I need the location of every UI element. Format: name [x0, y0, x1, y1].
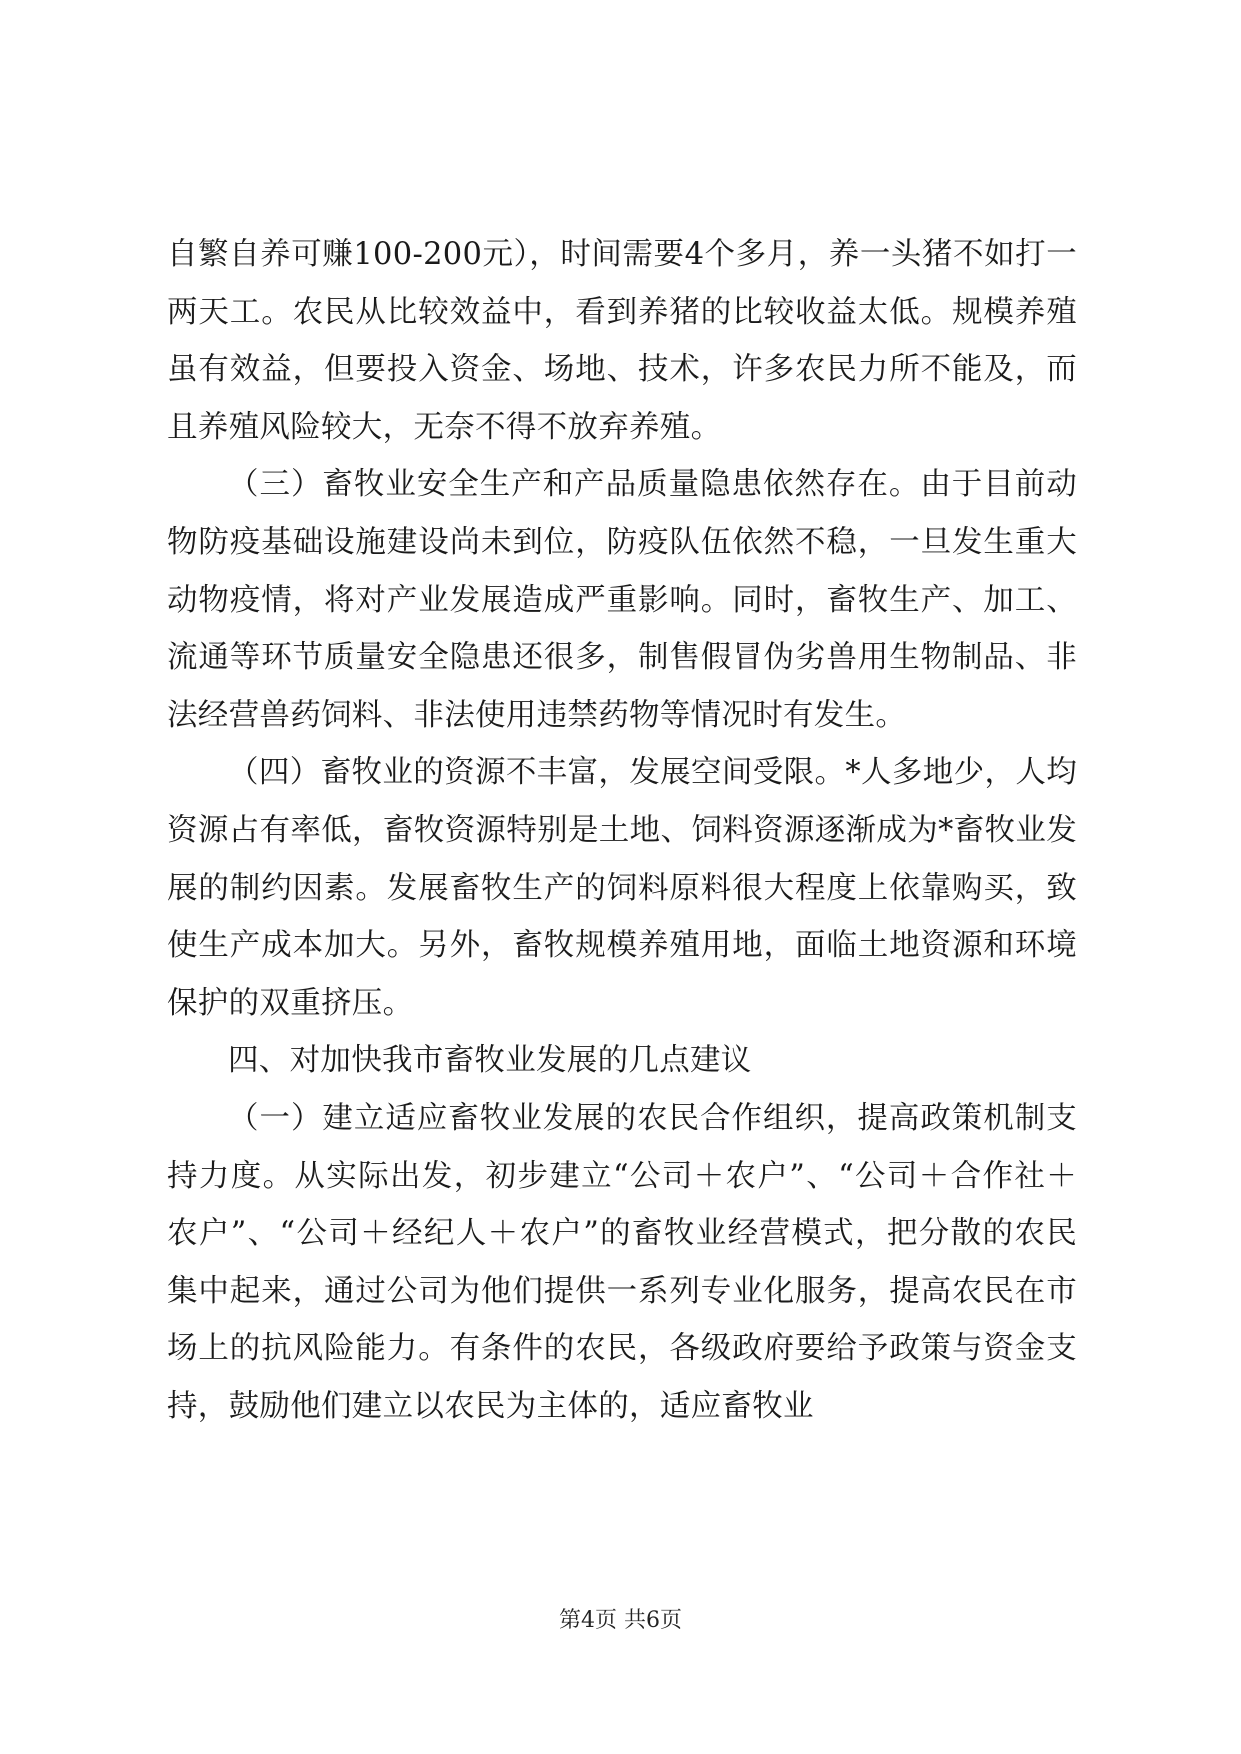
- paragraph-3: （四）畜牧业的资源不丰富，发展空间受限。*人多地少，人均资源占有率低，畜牧资源特别是土地、饲料资源逐渐成为*畜牧业发展的制约因素。发展畜牧生产的饲料原料很大程度上依靠购买，致使生产成本加大。另外，畜牧规模养殖用地，面临土地资源和环境保护的双重挤压。: [167, 755, 1077, 1021]
- body-text: [167, 226, 1077, 1435]
- page-footer: 第4页 共6页: [559, 1608, 682, 1633]
- section-heading: 四、对加快我市畜牧业发展的几点建议: [228, 1043, 752, 1079]
- paragraph-2: （三）畜牧业安全生产和产品质量隐患依然存在。由于目前动物防疫基础设施建设尚未到位，防疫队伍依然不稳，一旦发生重大动物疫情，将对产业发展造成严重影响。同时，畜牧生产、加工、流通等环节质量安全隐患还很多，制售假冒伪劣兽用生物制品、非法经营兽药饲料、非法使用违禁药物等情况时有发生。: [167, 467, 1077, 733]
- paragraph-4: （一）建立适应畜牧业发展的农民合作组织，提高政策机制支持力度。从实际出发，初步建立“公司＋农户”、“公司＋合作社＋农户”、“公司＋经纪人＋农户”的畜牧业经营模式，把分散的农民集中起来，通过公司为他们提供一系列专业化服务，提高农民在市场上的抗风险能力。有条件的农民，各级政府要给予政策与资金支持，鼓励他们建立以农民为主体的，适应畜牧业: [167, 1100, 1077, 1424]
- paragraph-1: 自繁自养可赚100-200元），时间需要4个多月，养一头猪不如打一两天工。农民从比较效益中，看到养猪的比较收益太低。规模养殖虽有效益，但要投入资金、场地、技术，许多农民力所不能及，而且养殖风险较大，无奈不得不放弃养殖。: [167, 237, 1077, 445]
